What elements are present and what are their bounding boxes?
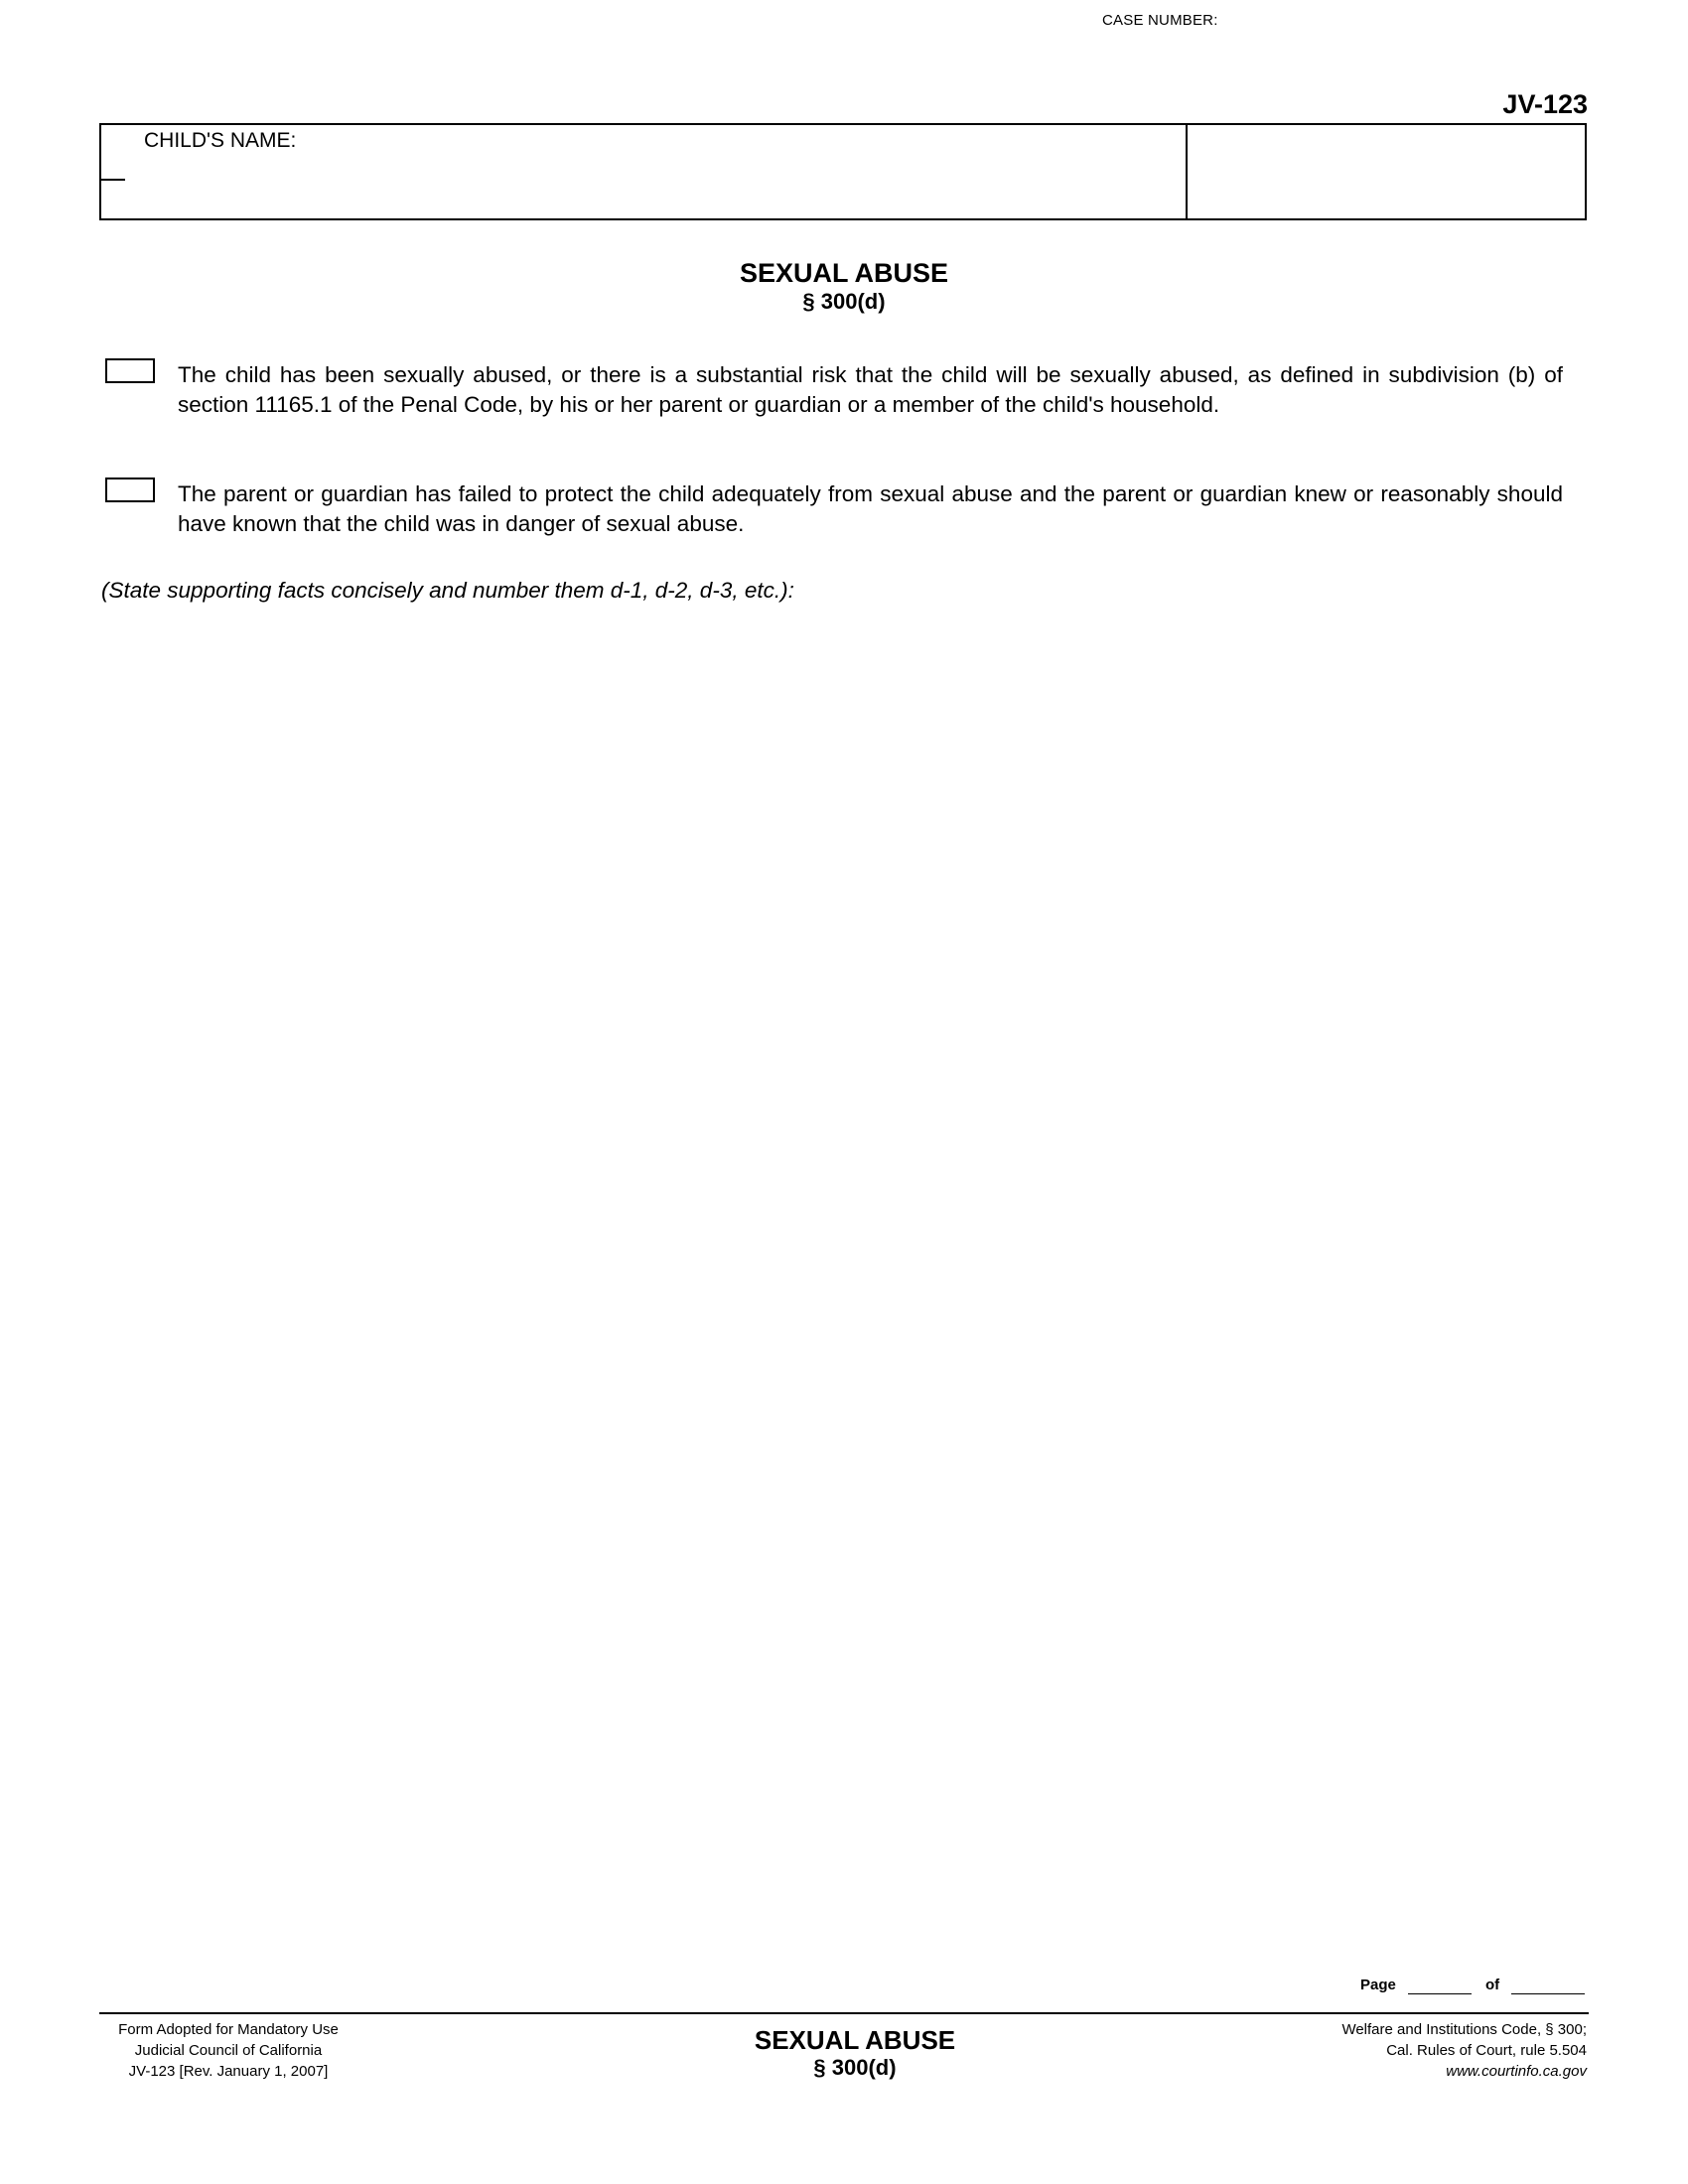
footer-legal-references <box>1170 2019 1587 2082</box>
footer-right-line: Cal. Rules of Court, rule 5.504 <box>1386 2042 1587 2059</box>
page-number-blank[interactable] <box>1408 1993 1472 1994</box>
form-section: § 300(d) <box>802 289 886 314</box>
name-dash <box>101 179 125 181</box>
caption-divider <box>1186 125 1188 218</box>
supporting-facts-instructions: (State supporting facts concisely and number them d-1, d-2, d-3, etc.): <box>101 578 794 603</box>
footer-left-line: Judicial Council of California <box>134 2042 323 2059</box>
footer-left-line: JV-123 [Rev. January 1, 2007] <box>128 2063 329 2080</box>
footer-left-line: Form Adopted for Mandatory Use <box>118 2021 339 2038</box>
childs-name-label: CHILD'S NAME: <box>144 129 297 152</box>
case-number-label: CASE NUMBER: <box>1102 12 1218 29</box>
allegation-2-checkbox[interactable] <box>105 478 155 502</box>
footer-title: SEXUAL ABUSE <box>754 2025 956 2055</box>
of-label: of <box>1485 1977 1500 1993</box>
page-total-blank[interactable] <box>1511 1993 1585 1994</box>
form-title: SEXUAL ABUSE <box>739 258 949 288</box>
form-number: JV-123 <box>1502 89 1588 119</box>
page-numbering <box>1360 1976 1589 2001</box>
footer-rule <box>99 2012 1589 2014</box>
caption-box <box>99 123 1587 220</box>
allegation-1-checkbox[interactable] <box>105 358 155 383</box>
page-label: Page <box>1360 1977 1396 1993</box>
footer-right-line: Welfare and Institutions Code, § 300; <box>1341 2021 1587 2038</box>
allegation-1-text: The child has been sexually abused, or there is a substantial risk that the child will be sexually abused, as defined in subdivision (b) of section 11165.1 of the Penal Code, by his or her parent or guardian or a member of the child's household. <box>178 362 1563 417</box>
footer-section: § 300(d) <box>813 2055 897 2080</box>
footer-website-link[interactable]: www.courtinfo.ca.gov <box>1446 2063 1587 2080</box>
allegation-2-text: The parent or guardian has failed to protect the child adequately from sexual abuse and the parent or guardian knew or reasonably should have known that the child was in danger of sexual abuse. <box>178 481 1563 536</box>
